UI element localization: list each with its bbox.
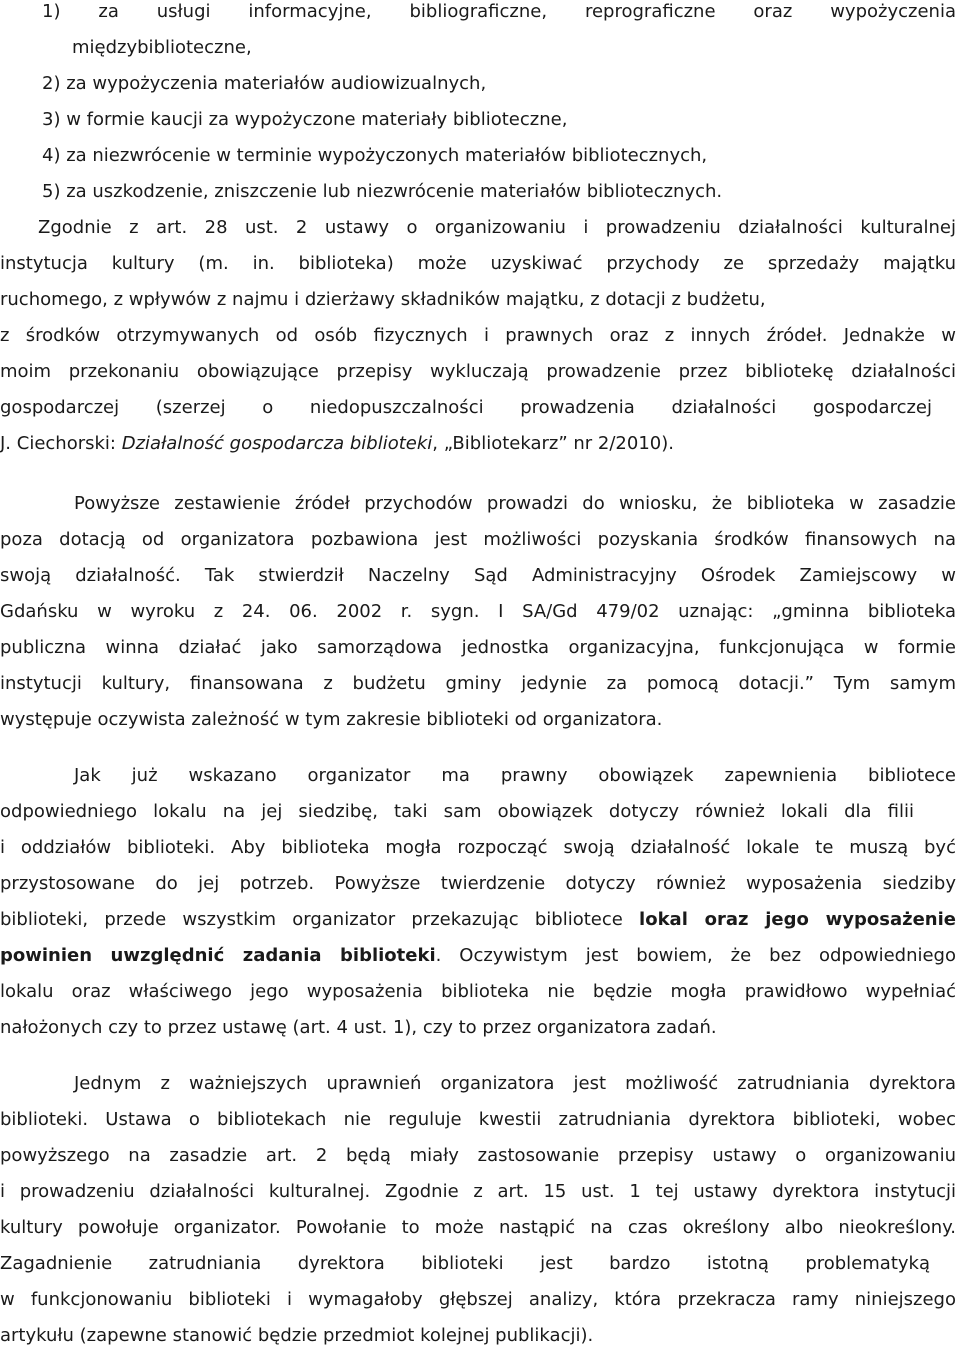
list-item-3: 3) w formie kaucji za wypożyczone materiały biblioteczne, [42, 109, 568, 130]
para1-line-1: Zgodnie z art. 28 ust. 2 ustawy o organizowaniu i prowadzeniu działalności kulturalnej [38, 217, 956, 238]
para2-line-3: swoją działalność. Tak stwierdził Naczelny Sąd Administracyjny Ośrodek Zamiejscowy w [0, 565, 956, 586]
para1-line-6: gospodarczej (szerzej o niedopuszczalności prowadzenia działalności gospodarczej [0, 397, 932, 418]
para4-line-8: artykułu (zapewne stanowić będzie przedmiot kolejnej publikacji). [0, 1325, 594, 1346]
para2-line-4: Gdańsku w wyroku z 24. 06. 2002 r. sygn. I SA/Gd 479/02 uznając: „gminna biblioteka [0, 601, 956, 622]
para1-line-4: z środków otrzymywanych od osób fizycznych i prawnych oraz z innych źródeł. Jednakże w [0, 325, 956, 346]
para3-line-7: lokalu oraz właściwego jego wyposażenia biblioteka nie będzie mogła prawidłowo wypełniać [0, 981, 956, 1002]
para4-line-6: Zagadnienie zatrudniania dyrektora biblioteki jest bardzo istotną problematyką [0, 1253, 930, 1274]
para1-title: Działalność gospodarcza biblioteki [121, 433, 433, 454]
para1-line-3: ruchomego, z wpływów z najmu i dzierżawy składników majątku, z dotacji z budżetu, [0, 289, 766, 310]
list-item-1-line-1: 1) za usługi informacyjne, bibliograficzne, reprograficzne oraz wypożyczenia [42, 1, 956, 22]
para3-line-1: Jak już wskazano organizator ma prawny obowiązek zapewnienia bibliotece [74, 765, 956, 786]
list-item-1-line-2: międzybiblioteczne, [72, 37, 252, 58]
para2-line-6: instytucji kultury, finansowana z budżetu gminy jedynie za pomocą dotacji.” Tym samym [0, 673, 956, 694]
para4-line-5: kultury powołuje organizator. Powołanie to może nastąpić na czas określony albo nieokreślony. [0, 1217, 956, 1238]
list-item-5: 5) za uszkodzenie, zniszczenie lub niezwrócenie materiałów bibliotecznych. [42, 181, 723, 202]
para3-bold-1: lokal oraz jego wyposażenie [639, 909, 957, 930]
para3-line-6 [0, 944, 956, 968]
para3-line-3: i oddziałów biblioteki. Aby biblioteka mogła rozpocząć swoją działalność lokale te muszą być [0, 837, 956, 858]
para2-line-2: poza dotacją od organizatora pozbawiona jest możliwości pozyskania środków finansowych na [0, 529, 956, 550]
para1-line-7 [0, 432, 674, 456]
list-item-4: 4) za niezwrócenie w terminie wypożyczonych materiałów bibliotecznych, [42, 145, 708, 166]
para3-line-6-text: . Oczywistym jest bowiem, że bez odpowiedniego [435, 945, 956, 966]
para2-line-5: publiczna winna działać jako samorządowa jednostka organizacyjna, funkcjonująca w formie [0, 637, 956, 658]
para4-line-4: i prowadzeniu działalności kulturalnej. Zgodnie z art. 15 ust. 1 tej ustawy dyrektora instytucji [0, 1181, 956, 1202]
para1-author: J. Ciechorski: [0, 433, 122, 454]
para4-line-2: biblioteki. Ustawa o bibliotekach nie reguluje kwestii zatrudniania dyrektora biblioteki, wobec [0, 1109, 956, 1130]
para3-line-2: odpowiedniego lokalu na jej siedzibę, taki sam obowiązek dotyczy również lokali dla filii [0, 801, 914, 822]
para3-line-4: przystosowane do jej potrzeb. Powyższe twierdzenie dotyczy również wyposażenia siedziby [0, 873, 956, 894]
para4-line-1: Jednym z ważniejszych uprawnień organizatora jest możliwość zatrudniania dyrektora [74, 1073, 956, 1094]
para1-line-2: instytucja kultury (m. in. biblioteka) może uzyskiwać przychody ze sprzedaży majątku [0, 253, 956, 274]
list-item-2: 2) za wypożyczenia materiałów audiowizualnych, [42, 73, 487, 94]
para3-bold-2: powinien uwzględnić zadania biblioteki [0, 945, 436, 966]
para2-line-7: występuje oczywista zależność w tym zakresie biblioteki od organizatora. [0, 709, 663, 730]
para4-line-3: powyższego na zasadzie art. 2 będą miały zastosowanie przepisy ustawy o organizowaniu [0, 1145, 956, 1166]
para3-line-8: nałożonych czy to przez ustawę (art. 4 ust. 1), czy to przez organizatora zadań. [0, 1017, 717, 1038]
para1-journal: , „Bibliotekarz” nr 2/2010). [432, 433, 674, 454]
para3-line-5 [0, 908, 956, 932]
para1-line-5: moim przekonaniu obowiązujące przepisy wykluczają prowadzenie przez bibliotekę działalności [0, 361, 956, 382]
para4-line-7: w funkcjonowaniu biblioteki i wymagałoby głębszej analizy, która przekracza ramy niniejszego [0, 1289, 956, 1310]
para3-line-5-text: biblioteki, przede wszystkim organizator przekazując bibliotece [0, 909, 640, 930]
para2-line-1: Powyższe zestawienie źródeł przychodów prowadzi do wniosku, że biblioteka w zasadzie [74, 493, 956, 514]
